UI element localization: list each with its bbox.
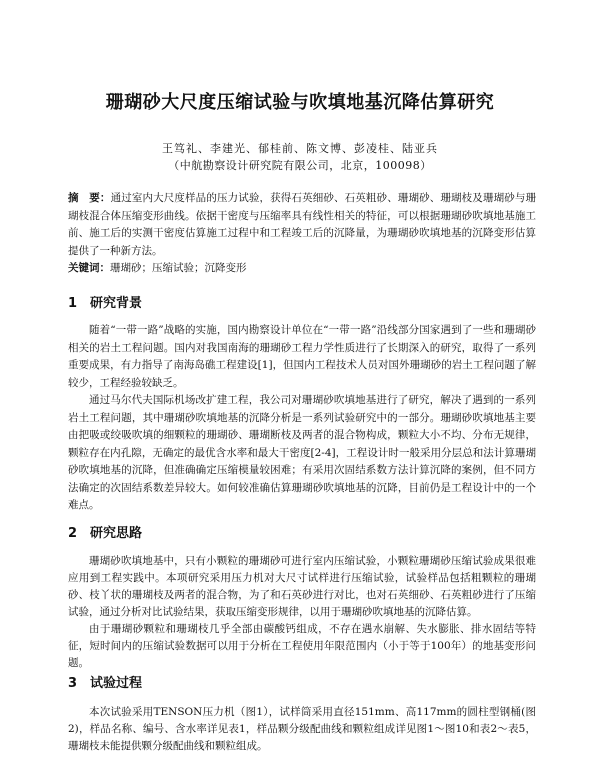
- abstract-text: 通过室内大尺度样品的压力试验，获得石英细砂、石英粗砂、珊瑚砂、珊瑚枝及珊瑚砂与珊瑚枝混合体压缩变形曲线。依据干密度与压缩率具有线性相关的特征，可以根据珊瑚砂吹填地基施工前、施工后的实测干密度估算施工过程中和工程竣工后的沉降量，为珊瑚砂吹填地基的沉降变形估算提供了一种新方法。: [68, 192, 537, 257]
- keywords: [68, 260, 536, 277]
- section-heading-1: [68, 292, 142, 311]
- paper-title: 珊瑚砂大尺度压缩试验与吹填地基沉降估算研究: [105, 92, 495, 113]
- section-title: 试验过程: [90, 676, 143, 691]
- section-3-paragraph-1: 本次试验采用TENSON压力机（图1），试样筒采用直径151mm、高117mm的圆柱型钢桶(图2)，样品名称、编号、含水率详见表1，样品颗分级配曲线和颗粒组成详见图1～图10和表2～表5，珊瑚枝未能提供颗分级配曲线和颗粒组成。: [68, 706, 536, 752]
- abstract-label: 摘 要：: [68, 192, 111, 204]
- section-1-paragraph-2: 通过马尔代夫国际机场改扩建工程，我公司对珊瑚砂吹填地基进行了研究，解决了遇到的一系列岩土工程问题，其中珊瑚砂吹填地基的沉降分析是一系列试验研究中的一部分。珊瑚砂吹填地基主要由把吸或绞吸吹填的细颗粒的珊瑚砂、珊瑚断枝及两者的混合物构成，颗粒大小不均、分布无规律，颗粒存在内孔隙，无确定的最优含水率和最大干密度[2-4]，工程设计时一般采用分层总和法计算珊瑚砂吹填地基的沉降，但准确确定压缩模量较困难；有采用次固结系数方法计算沉降的案例，但不同方法确定的次固结系数差异较大。如何较准确估算珊瑚砂吹填地基的沉降，目前仍是工程设计中的一个难点。: [68, 394, 536, 511]
- section-2-paragraph-1: 珊瑚砂吹填地基中，只有小颗粒的珊瑚砂可进行室内压缩试验，小颗粒珊瑚砂压缩试验成果很难应用到工程实践中。本项研究采用压力机对大尺寸试样进行压缩试验，试验样品包括粗颗粒的珊瑚砂、枝丫状的珊瑚枝及两者的混合物，为了和石英砂进行对比，也对石英细砂、石英粗砂进行了压缩试验，通过分析对比试验结果，获取压缩变形规律，以用于珊瑚砂吹填地基的沉降估算。: [68, 555, 536, 618]
- section-number: 2: [68, 526, 78, 541]
- section-1-paragraph-1: 随着“一带一路”战略的实施，国内勘察设计单位在“一带一路”沿线部分国家遇到了一些和珊瑚砂相关的岩土工程问题。国内对我国南海的珊瑚砂工程力学性质进行了长期深入的研究，取得了一系列重要成果，有力指导了南海岛礁工程建设[1]，但国内工程技术人员对国外珊瑚砂的岩土工程问题了解较少，工程经验较缺乏。: [68, 324, 536, 389]
- section-number: 3: [68, 676, 78, 691]
- author-list: 王笃礼、李建光、郁桂前、陈文博、彭凌桂、陆亚兵: [162, 142, 438, 155]
- section-heading-2: [68, 522, 142, 541]
- author-affiliation: （中航勘察设计研究院有限公司，北京，100098）: [168, 159, 432, 172]
- keywords-label: 关键词：: [68, 262, 110, 274]
- section-2-paragraph-2: 由于珊瑚砂颗粒和珊瑚枝几乎全部由碳酸钙组成，不存在遇水崩解、失水膨胀、排水固结等特征，短时间内的压缩试验数据可以用于分析在工程使用年限范围内（小于等于100年）的地基变形问题。: [68, 623, 536, 669]
- section-heading-3: [68, 672, 142, 691]
- section-number: 1: [68, 296, 78, 311]
- section-title: 研究背景: [90, 296, 143, 311]
- keywords-text: 珊瑚砂；压缩试验；沉降变形: [110, 262, 247, 274]
- abstract: [68, 190, 536, 260]
- section-title: 研究思路: [90, 526, 143, 541]
